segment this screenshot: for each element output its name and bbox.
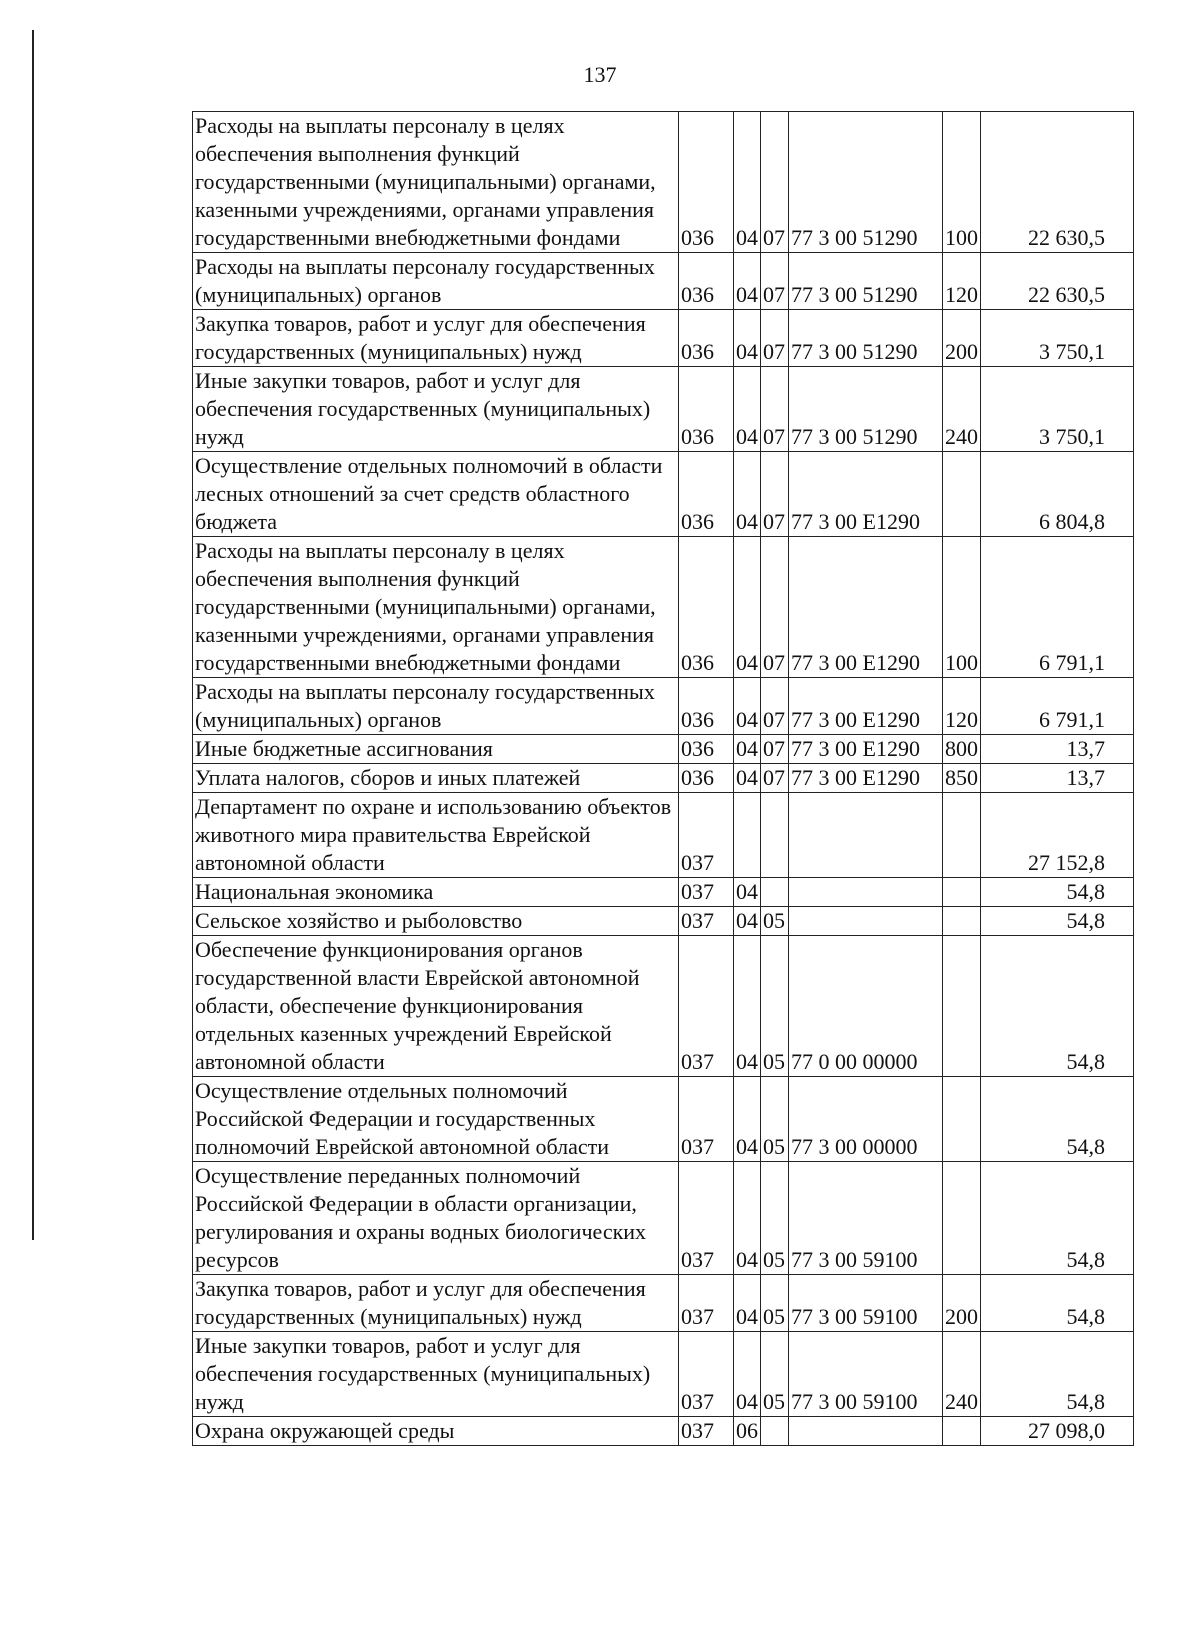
section-code-cell: 04 [734,735,761,764]
expense-name-cell: Национальная экономика [193,878,679,907]
table-row [193,1162,1134,1275]
target-article-cell: 77 3 00 59100 [789,1275,943,1332]
admin-code-cell: 037 [679,878,734,907]
expense-type-cell: 240 [943,1332,981,1417]
expense-name-cell: Иные бюджетные ассигнования [193,735,679,764]
expense-name-cell: Осуществление отдельных полномочий в области лесных отношений за счет средств областного бюджета [193,452,679,537]
section-code-cell: 04 [734,310,761,367]
amount-cell: 22 630,5 [981,253,1134,310]
subsection-code-cell: 05 [761,1077,789,1162]
expense-type-cell [943,1077,981,1162]
section-code-cell: 04 [734,1332,761,1417]
admin-code-cell: 037 [679,1417,734,1446]
table-row [193,452,1134,537]
expense-name-cell: Охрана окружающей среды [193,1417,679,1446]
target-article-cell [789,1417,943,1446]
expense-type-cell: 120 [943,253,981,310]
expense-name-cell: Расходы на выплаты персоналу государственных (муниципальных) органов [193,678,679,735]
section-code-cell: 04 [734,936,761,1077]
admin-code-cell: 036 [679,452,734,537]
page-number: 137 [583,62,617,87]
expense-type-cell: 100 [943,537,981,678]
target-article-cell: 77 3 00 00000 [789,1077,943,1162]
expense-type-cell: 100 [943,112,981,253]
expense-type-cell [943,1417,981,1446]
expense-name-cell: Закупка товаров, работ и услуг для обеспечения государственных (муниципальных) нужд [193,1275,679,1332]
expense-name-cell: Сельское хозяйство и рыболовство [193,907,679,936]
target-article-cell [789,907,943,936]
subsection-code-cell: 07 [761,764,789,793]
admin-code-cell: 036 [679,678,734,735]
expense-name-cell: Осуществление отдельных полномочий Российской Федерации и государственных полномочий Еврейской автономной области [193,1077,679,1162]
admin-code-cell: 037 [679,1162,734,1275]
expense-name-cell: Расходы на выплаты персоналу в целях обеспечения выполнения функций государственными (муниципальными) органами, казенными учреждениями, органами управления государственными внебюджетными фондами [193,112,679,253]
table-row [193,907,1134,936]
table-row [193,936,1134,1077]
table-row [193,537,1134,678]
expense-type-cell: 800 [943,735,981,764]
subsection-code-cell [761,793,789,878]
admin-code-cell: 037 [679,1332,734,1417]
target-article-cell: 77 3 00 E1290 [789,537,943,678]
amount-cell: 6 791,1 [981,678,1134,735]
admin-code-cell: 036 [679,735,734,764]
expense-type-cell [943,1162,981,1275]
table-row [193,112,1134,253]
subsection-code-cell: 05 [761,936,789,1077]
admin-code-cell: 036 [679,764,734,793]
target-article-cell: 77 3 00 51290 [789,310,943,367]
admin-code-cell: 037 [679,936,734,1077]
amount-cell: 22 630,5 [981,112,1134,253]
left-margin-line [32,30,34,1240]
subsection-code-cell: 07 [761,112,789,253]
subsection-code-cell: 07 [761,735,789,764]
target-article-cell: 77 0 00 00000 [789,936,943,1077]
target-article-cell: 77 3 00 E1290 [789,452,943,537]
admin-code-cell: 036 [679,112,734,253]
target-article-cell: 77 3 00 E1290 [789,735,943,764]
admin-code-cell: 036 [679,367,734,452]
amount-cell: 54,8 [981,1275,1134,1332]
table-row [193,310,1134,367]
expense-name-cell: Осуществление переданных полномочий Российской Федерации в области организации, регулирования и охраны водных биологических ресурсов [193,1162,679,1275]
expense-name-cell: Закупка товаров, работ и услуг для обеспечения государственных (муниципальных) нужд [193,310,679,367]
amount-cell: 27 152,8 [981,793,1134,878]
section-code-cell: 04 [734,537,761,678]
section-code-cell: 04 [734,678,761,735]
amount-cell: 54,8 [981,1077,1134,1162]
expense-type-cell [943,878,981,907]
subsection-code-cell: 07 [761,367,789,452]
amount-cell: 54,8 [981,907,1134,936]
expense-type-cell: 120 [943,678,981,735]
amount-cell: 13,7 [981,764,1134,793]
target-article-cell [789,793,943,878]
subsection-code-cell: 05 [761,907,789,936]
table-row [193,793,1134,878]
expense-name-cell: Расходы на выплаты персоналу в целях обеспечения выполнения функций государственными (муниципальными) органами, казенными учреждениями, органами управления государственными внебюджетными фондами [193,537,679,678]
section-code-cell: 04 [734,878,761,907]
expense-type-cell [943,907,981,936]
amount-cell: 6 804,8 [981,452,1134,537]
target-article-cell: 77 3 00 E1290 [789,764,943,793]
admin-code-cell: 036 [679,537,734,678]
admin-code-cell: 037 [679,907,734,936]
table-row [193,367,1134,452]
table-row [193,735,1134,764]
expense-name-cell: Уплата налогов, сборов и иных платежей [193,764,679,793]
expense-type-cell [943,452,981,537]
amount-cell: 13,7 [981,735,1134,764]
section-code-cell: 04 [734,1162,761,1275]
expense-name-cell: Иные закупки товаров, работ и услуг для обеспечения государственных (муниципальных) нужд [193,367,679,452]
section-code-cell: 04 [734,907,761,936]
section-code-cell: 06 [734,1417,761,1446]
subsection-code-cell: 07 [761,310,789,367]
amount-cell: 54,8 [981,1162,1134,1275]
admin-code-cell: 037 [679,793,734,878]
table-row [193,678,1134,735]
amount-cell: 27 098,0 [981,1417,1134,1446]
section-code-cell: 04 [734,1275,761,1332]
table-row [193,1275,1134,1332]
admin-code-cell: 037 [679,1077,734,1162]
expense-type-cell: 200 [943,310,981,367]
amount-cell: 54,8 [981,878,1134,907]
table-row [193,1417,1134,1446]
section-code-cell: 04 [734,1077,761,1162]
expense-type-cell: 200 [943,1275,981,1332]
amount-cell: 54,8 [981,936,1134,1077]
target-article-cell: 77 3 00 51290 [789,253,943,310]
expense-type-cell: 240 [943,367,981,452]
expense-type-cell [943,793,981,878]
target-article-cell: 77 3 00 51290 [789,112,943,253]
budget-table-body [193,112,1134,1446]
table-row [193,1077,1134,1162]
subsection-code-cell: 05 [761,1332,789,1417]
section-code-cell: 04 [734,367,761,452]
expense-name-cell: Обеспечение функционирования органов государственной власти Еврейской автономной области, обеспечение функционирования отдельных казенных учреждений Еврейской автономной области [193,936,679,1077]
budget-table [192,111,1134,1446]
amount-cell: 3 750,1 [981,367,1134,452]
section-code-cell [734,793,761,878]
expense-name-cell: Департамент по охране и использованию объектов животного мира правительства Еврейской автономной области [193,793,679,878]
table-row [193,253,1134,310]
subsection-code-cell [761,1417,789,1446]
amount-cell: 3 750,1 [981,310,1134,367]
target-article-cell: 77 3 00 59100 [789,1332,943,1417]
expense-name-cell: Расходы на выплаты персоналу государственных (муниципальных) органов [193,253,679,310]
subsection-code-cell: 07 [761,452,789,537]
table-row [193,878,1134,907]
target-article-cell [789,878,943,907]
admin-code-cell: 037 [679,1275,734,1332]
section-code-cell: 04 [734,253,761,310]
section-code-cell: 04 [734,452,761,537]
subsection-code-cell: 07 [761,678,789,735]
table-row [193,764,1134,793]
section-code-cell: 04 [734,764,761,793]
subsection-code-cell: 07 [761,537,789,678]
table-row [193,1332,1134,1417]
subsection-code-cell: 05 [761,1275,789,1332]
amount-cell: 54,8 [981,1332,1134,1417]
admin-code-cell: 036 [679,253,734,310]
target-article-cell: 77 3 00 E1290 [789,678,943,735]
admin-code-cell: 036 [679,310,734,367]
expense-type-cell: 850 [943,764,981,793]
target-article-cell: 77 3 00 51290 [789,367,943,452]
subsection-code-cell [761,878,789,907]
section-code-cell: 04 [734,112,761,253]
subsection-code-cell: 05 [761,1162,789,1275]
amount-cell: 6 791,1 [981,537,1134,678]
target-article-cell: 77 3 00 59100 [789,1162,943,1275]
subsection-code-cell: 07 [761,253,789,310]
expense-name-cell: Иные закупки товаров, работ и услуг для обеспечения государственных (муниципальных) нужд [193,1332,679,1417]
expense-type-cell [943,936,981,1077]
